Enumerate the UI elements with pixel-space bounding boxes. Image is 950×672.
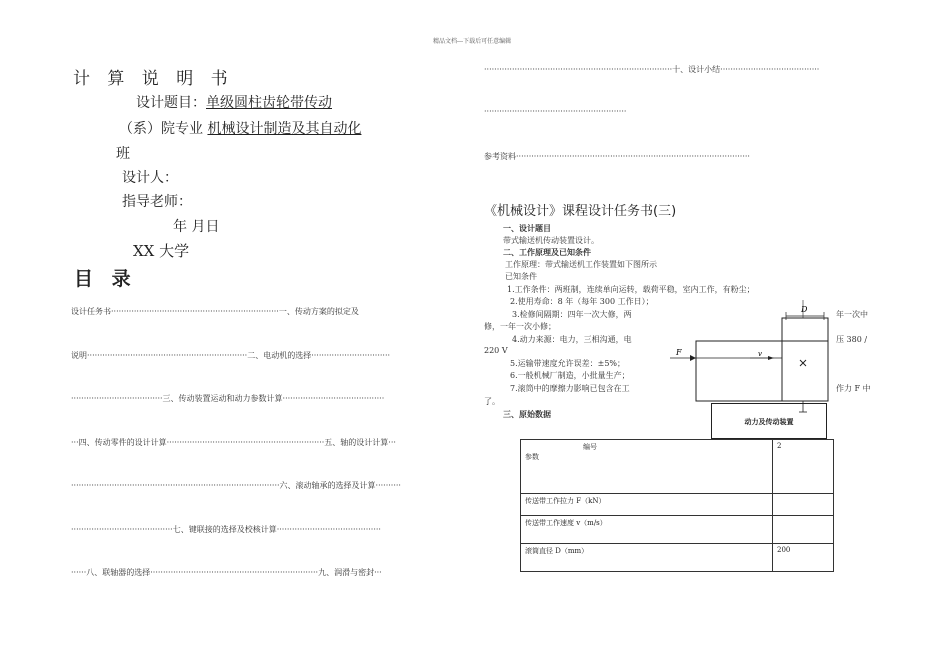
section-3: 三、原始数据 [503,410,551,419]
condition-cont: 修，一年一次小修； [484,322,556,331]
toc-line: ························································ [484,107,627,116]
power-box [711,403,827,439]
condition: 2.使用寿命：8 年（每年 300 工作日）； [510,297,654,306]
toc-line: ······八、联轴器的选择··································································九、润滑与密封··· [71,568,382,577]
topic-label: 设计题目： [136,95,206,111]
condition: 3.检修间隔期：四年一次大修，两 [512,310,632,319]
section-2: 二、工作原理及已知条件 [503,248,591,257]
condition: 1.工作条件：两班制，连续单向运转，载荷平稳，室内工作，有粉尘； [507,285,755,294]
toc-line: 参考资料···························································································· [484,152,750,161]
cover-title: 计 算 说 明 书 [73,69,234,89]
toc-heading: 目 录 [74,268,137,290]
toc-line: 说明·······························································二、电动机的选择······························· [71,351,391,360]
condition: 7.滚筒中的摩擦力影响已包含在工 [510,384,630,393]
f-label: F [676,348,682,357]
section-1-text: 带式输送机传动装置设计。 [503,236,599,245]
table-cell: 传送带工作速度 v（m/s） [521,516,773,544]
table-row [521,544,834,572]
toc-line: ···四、传动零件的设计计算······························································五、轴的设计计算··· [71,438,396,447]
header-label: 编号 [583,443,597,451]
table-row [521,516,834,544]
toc-line: ····································三、传动装置运动和动力参数计算········································ [71,394,385,403]
toc-line: ········································七、键联接的选择及校核计算········································· [71,525,381,534]
table-cell: 200 [773,544,834,572]
section-2-line: 已知条件 [505,272,537,281]
condition-cont: 年一次中 [836,310,868,319]
university: XX 大学 [133,242,190,260]
table-cell [773,494,834,516]
table-cell: 传送带工作拉力 F（kN） [521,494,773,516]
task-title: 《机械设计》课程设计任务书(三) [484,204,677,219]
header-label: 参数 [525,453,539,461]
table-cell: 2 [773,440,834,494]
table-cell [521,440,773,494]
v-label: v [758,350,762,358]
toc-line: ··········································································十、设计小结······································· [484,65,820,74]
condition-cont: 了。 [484,397,500,406]
class-label: 班 [116,146,130,162]
section-2-line: 工作原理：带式输送机工作装置如下图所示 [505,260,657,269]
condition: 6.一般机械厂制造，小批量生产； [510,371,630,380]
power-box-label: 动力及传动装置 [744,418,794,426]
page-header: 精品文档---下载后可任意编辑 [433,38,512,45]
toc-line: ··················································································六、滚动轴承的选择及计算·········· [71,481,401,490]
table-row [521,494,834,516]
date-line: 年 月日 [173,219,220,235]
d-label: D [801,305,808,314]
design-topic [136,92,332,112]
condition: 4.动力来源：电力，三相沟通，电 [512,335,632,344]
section-1: 一、设计题目 [503,224,551,233]
condition: 5.运输带速度允许误差：±5%； [510,359,626,368]
designer-label: 设计人： [122,170,178,186]
toc-line: 设计任务书··································································一、传动方案的拟定及 [71,307,359,316]
condition-cont: 220 V [484,346,508,355]
dept-value: 机械设计制造及其自动化 [207,121,362,137]
table-cell: 滚筒直径 D（mm） [521,544,773,572]
topic-value: 单级圆柱齿轮带传动 [206,95,332,111]
condition-cont: 压 380 / [836,335,868,344]
advisor-label: 指导老师： [122,194,192,210]
department [119,118,361,138]
table-cell [773,516,834,544]
table-row [521,440,834,494]
parameter-table [520,439,834,572]
condition-cont: 作力 F 中 [836,384,871,393]
dept-prefix: （系）院专业 [119,121,203,137]
